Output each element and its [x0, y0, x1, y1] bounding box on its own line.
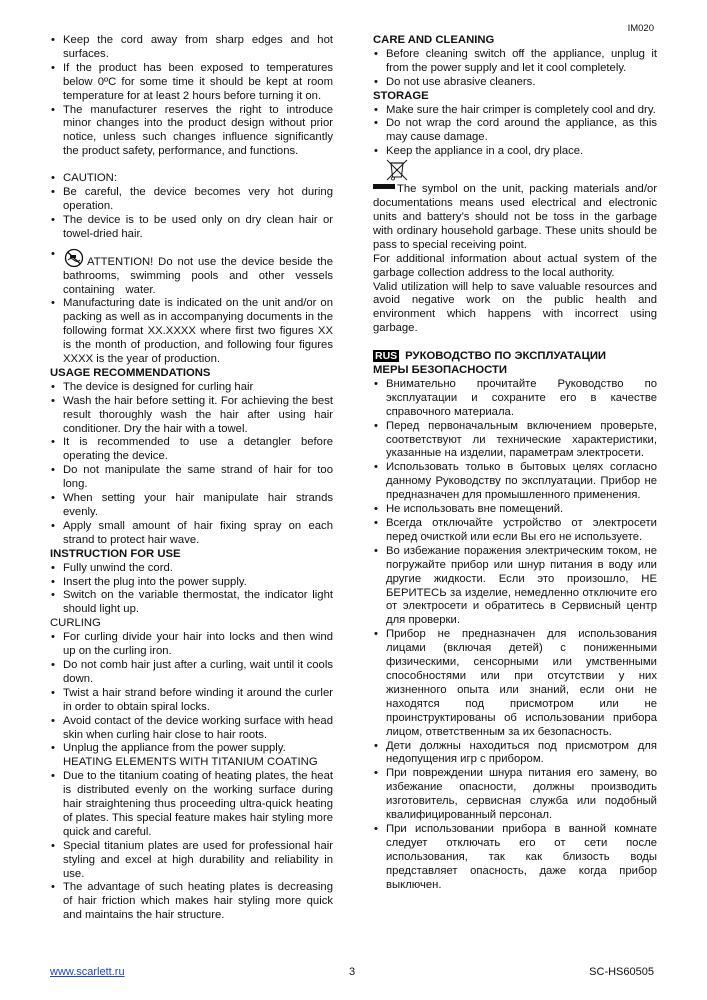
- weee-paragraph-1: The symbol on the unit, packing materials and/or documentations means used electrical and electronic units and battery’s should not be toss in the garbage with ordinary household garbage. These units should be pass to special receiving point.: [373, 183, 657, 251]
- list-item: • It is recommended to use a detangler before operating the device.: [50, 436, 333, 464]
- list-item: • Make sure the hair crimper is completely cool and dry.: [373, 104, 657, 118]
- left-column: [50, 34, 333, 923]
- weee-text: [373, 183, 657, 253]
- list-item: • Do not comb hair just after a curling, wait until it cools down.: [50, 659, 333, 687]
- list-item: • Wash the hair before setting it. For achieving the best result thoroughly wash the hair after using hair conditioner. Dry the hair with a towel.: [50, 395, 333, 437]
- list-item: • Перед первоначальным включением проверьте, соответствуют ли технические характеристики, указанные на изделии, параметрам электросети.: [373, 420, 657, 462]
- list-item: • Использовать только в бытовых целях согласно данному Руководству по эксплуатации. Прибор не предназначен для промышленного применения.: [373, 461, 657, 503]
- list-item: • Do not manipulate the same strand of hair for too long.: [50, 464, 333, 492]
- list-item: • Всегда отключайте устройство от электросети перед очисткой или если Вы его не используете.: [373, 517, 657, 545]
- list-item: • Manufacturing date is indicated on the unit and/or on packing as well as in accompanying documents in the following format XX.XXXX where first two figures XX is the month of production, and following four figures XXXX is the year of production.: [50, 297, 333, 367]
- subheading-curling: CURLING: [50, 617, 101, 630]
- list-item: • Внимательно прочитайте Руководство по эксплуатации и сохраните его в качестве справочного материала.: [373, 378, 657, 420]
- list-item: • Due to the titanium coating of heating plates, the heat is distributed evenly on the working surface during hair straightening thus proceeding ultra-quick heating of plates. This special feature makes hair styling more quick and careful.: [50, 770, 333, 840]
- list-item: • Twist a hair strand before winding it around the curler in order to obtain spiral locks.: [50, 687, 333, 715]
- attention-text-tail: water.: [125, 283, 156, 296]
- list-item: • The advantage of such heating plates is decreasing of hair friction which makes hair styling more quick and maintains the hair structure.: [50, 881, 333, 923]
- list-item: • The manufacturer reserves the right to introduce minor changes into the product design without prior notice, unless such changes influence significantly the product safety, performance, and functions.: [50, 104, 333, 160]
- crossed-bin-icon: [383, 159, 413, 183]
- list-item: • Before cleaning switch off the appliance, unplug it from the power supply and let it cool completely.: [373, 48, 657, 76]
- list-item: • Be careful, the device becomes very hot during operation.: [50, 186, 333, 214]
- weee-bar-icon: [373, 184, 395, 190]
- section-heading-care: CARE AND CLEANING: [373, 34, 495, 46]
- weee-block: [373, 159, 657, 336]
- weee-paragraph-2: For additional information about actual system of the garbage collection address to the local authority.: [373, 252, 657, 279]
- section-heading-storage: STORAGE: [373, 89, 429, 102]
- list-item: • Insert the plug into the power supply.: [50, 576, 333, 590]
- list-item: • Keep the appliance in a cool, dry place.: [373, 145, 657, 159]
- list-item: • When setting your hair manipulate hair strands evenly.: [50, 492, 333, 520]
- list-item: • Keep the cord away from sharp edges and hot surfaces.: [50, 34, 333, 62]
- list-item: • If the product has been exposed to temperatures below 0ºC for some time it should be kept at room temperature for at least 2 hours before turning it on.: [50, 62, 333, 104]
- list-item: • Дети должны находиться под присмотром для недопущения игр с прибором.: [373, 740, 657, 768]
- subheading-heating: HEATING ELEMENTS WITH TITANIUM COATING: [63, 756, 318, 769]
- rus-safety-heading: МЕРЫ БЕЗОПАСНОСТИ: [373, 364, 508, 377]
- list-item: • Special titanium plates are used for professional hair styling and excel at high durability and reliability in use.: [50, 840, 333, 882]
- list-item: • The device is designed for curling hair: [50, 381, 333, 395]
- list-item: • Do not wrap the cord around the appliance, as this may cause damage.: [373, 117, 657, 145]
- list-item: • The device is to be used only on dry clean hair or towel-dried hair.: [50, 214, 333, 242]
- model-number: SC-HS60505: [589, 966, 654, 978]
- list-item: • For curling divide your hair into locks and then wind up on the curling iron.: [50, 631, 333, 659]
- list-item: • Не использовать вне помещений.: [373, 503, 657, 517]
- list-item: • При использовании прибора в ванной комнате следует отключать его от сети после использования, так как близость воды представляет опасность, даже когда прибор выключен.: [373, 823, 657, 893]
- list-item: • Avoid contact of the device working surface with head skin when curling hair close to hair roots.: [50, 715, 333, 743]
- list-item: • Apply small amount of hair fixing spray on each strand to protect hair wave.: [50, 520, 333, 548]
- list-item: • При повреждении шнура питания его замену, во избежание опасности, должны производить изготовитель, сервисная служба или подобный квалифицированный персонал.: [373, 767, 657, 823]
- document-code: IM020: [627, 23, 654, 34]
- list-item: • Unplug the appliance from the power supply.: [50, 742, 333, 756]
- list-item: • Do not use abrasive cleaners.: [373, 76, 657, 90]
- weee-paragraph-3: Valid utilization will help to save valuable resources and avoid negative work on the public health and environment which happens with incorrect using garbage.: [373, 280, 657, 335]
- footer-website-link[interactable]: www.scarlett.ru: [50, 966, 125, 978]
- attention-item: [50, 248, 333, 298]
- section-heading-instruction: INSTRUCTION FOR USE: [50, 547, 181, 560]
- rus-language-badge: RUS: [375, 350, 398, 363]
- list-item: • Fully unwind the cord.: [50, 562, 333, 576]
- list-item: • Switch on the variable thermostat, the indicator light should light up.: [50, 589, 333, 617]
- list-item: • Прибор не предназначен для использования лицами (включая детей) с пониженными физическими, сенсорными или умственными способностями или при отсутствии у них жизненного опыта или знаний, если они не находятся под присмотром или не проинструктированы об использовании прибора лицом, ответственным за их безопасность.: [373, 628, 657, 739]
- attention-text: ATTENTION! Do not use the device beside the bathrooms, swimming pools and other vessels containing: [63, 255, 333, 296]
- no-water-warning-icon: [63, 248, 85, 268]
- rus-section-title: [373, 350, 657, 364]
- page-number: 3: [349, 966, 356, 978]
- right-column: [373, 34, 657, 892]
- section-heading-usage: USAGE RECOMMENDATIONS: [50, 366, 211, 379]
- caution-heading: • CAUTION:: [50, 172, 333, 186]
- list-item: • Во избежание поражения электрическим током, не погружайте прибор или шнур питания в воду или другие жидкости. Если это произошло, НЕ БЕРИТЕСЬ за изделие, немедленно отключите его от электросети и обратитесь в Сервисный центр для проверки.: [373, 545, 657, 628]
- rus-title-text: РУКОВОДСТВО ПО ЭКСПЛУАТАЦИИ: [405, 350, 607, 363]
